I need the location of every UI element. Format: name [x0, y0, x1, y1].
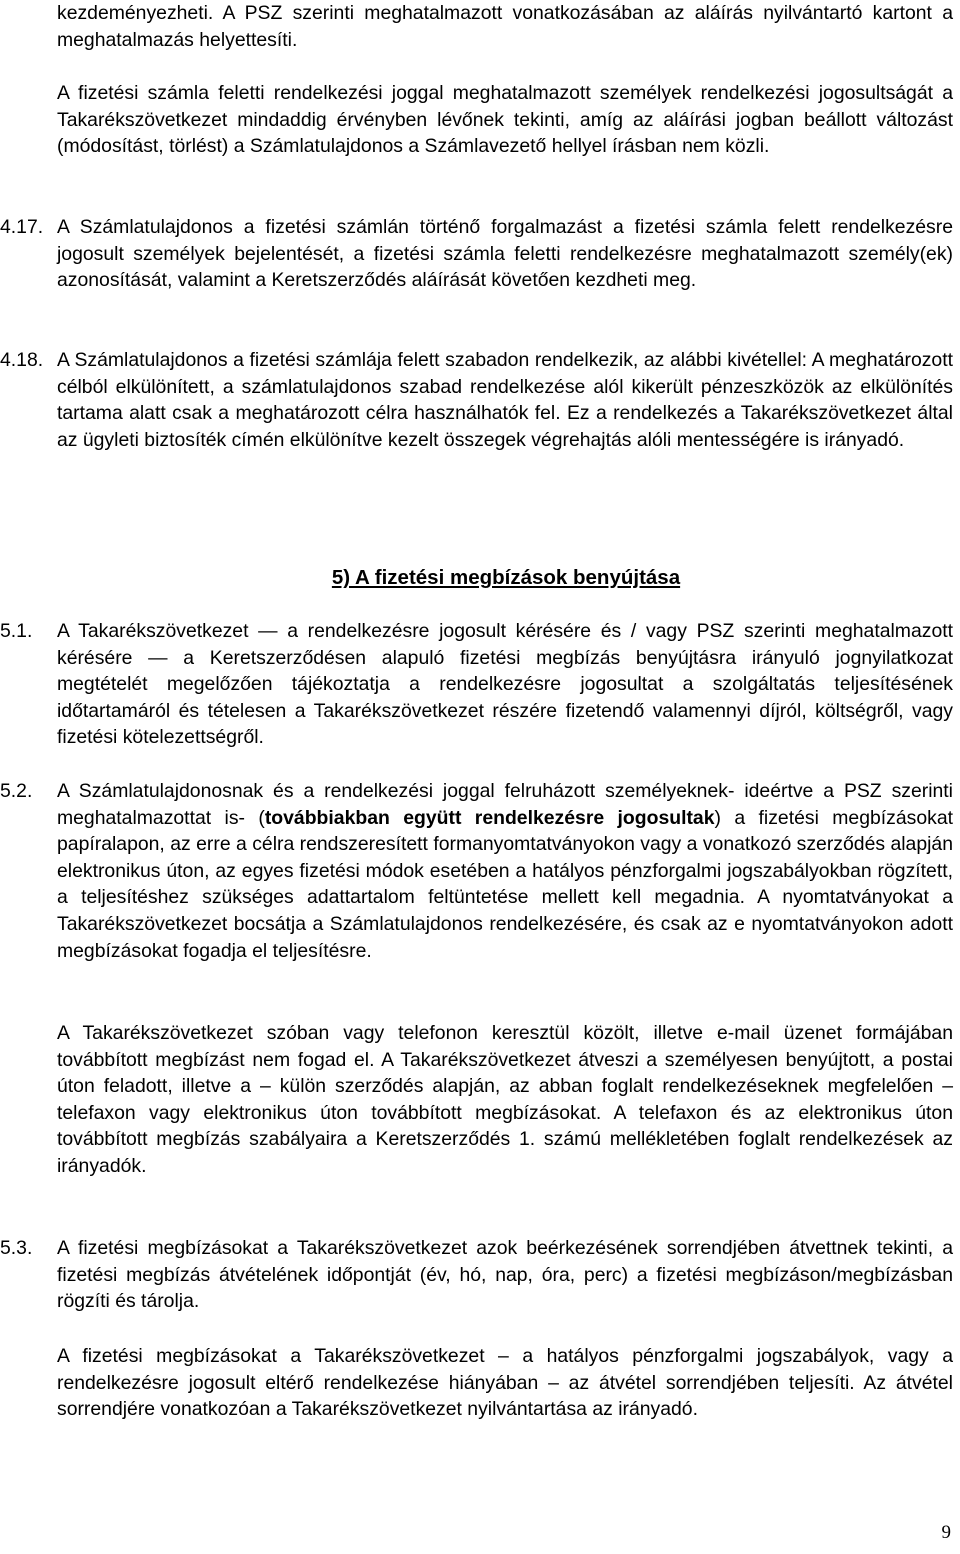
section-5-1 [0, 618, 953, 751]
section-number: 5.2. [0, 780, 33, 802]
page-number: 9 [941, 1522, 951, 1543]
section-text: A Számlatulajdonos a fizetési számlán történő forgalmazást a fizetési számla felett rendelkezésre jogosult személyek bejelentését, a fizetési számla feletti rendelkezésre meghatalmazott személy(ek) azonosítását, valamint a Keretszerződés aláírását követően kezdheti meg. [57, 216, 953, 292]
section-text-b: ) a fizetési megbízásokat papíralapon, az erre a célra rendszeresített formanyomtatványokon vagy a vonatkozó szerződés alapján elektronikus úton, az egyes fizetési módok esetében a hatályos pénzforgalmi jogszabályokban rögzített, a teljesítéshez szükséges adattartalom feltüntetése mellett kell megadnia. A nyomtatványokat a Takarékszövetkezet bocsátja a Számlatulajdonos rendelkezésére, és csak az e nyomtatványokon adott megbízásokat fogadja el teljesítésre. [57, 806, 953, 962]
paragraph-order: A fizetési megbízásokat a Takarékszövetkezet – a hatályos pénzforgalmi jogszabályok, vagy a rendelkezésre jogosult eltérő rendelkezése hiányában – az átvétel sorrendjében teljesíti. Az átvétel sorrendjére vonatkozóan a Takarékszövetkezet nyilvántartása az irányadó. [57, 1345, 953, 1421]
paragraph-channels: A Takarékszövetkezet szóban vagy telefonon keresztül közölt, illetve e-mail üzenet formájában továbbított megbízást nem fogad el. A Takarékszövetkezet átveszi a személyesen benyújtott, a postai úton feladott, illetve a – külön szerződés alapján, az abban foglalt rendelkezéseknek megfelelően – telefaxon vagy elektronikus úton továbbított megbízásokat. A telefaxon és az elektronikus úton továbbított megbízás szabályaira a Keretszerződés 1. számú mellékletében foglalt rendelkezések az irányadók. [57, 1022, 953, 1177]
section-text: A Takarékszövetkezet — a rendelkezésre jogosult kérésére és / vagy PSZ szerinti meghatalmazott kérésére — a Keretszerződésen alapuló fizetési megbízás benyújtásra irányuló jognyilatkozat megtételét megelőzően tájékoztatja a rendelkezésre jogosultat a szolgáltatás teljesítésének időtartamáról és tételesen a Takarékszövetkezet részére fizetendő valamennyi díjról, költségről, vagy fizetési kötelezettségről. [57, 620, 953, 749]
section-text: A fizetési megbízásokat a Takarékszövetkezet azok beérkezésének sorrendjében átvettnek tekinti, a fizetési megbízás átvételének időpontját (év, hó, nap, óra, perc) a fizetési megbízáson/megbízásban rögzíti és tárolja. [57, 1237, 953, 1313]
section-number: 4.17. [0, 216, 44, 238]
section-text-bold: továbbiakban együtt rendelkezésre jogosultak [264, 806, 715, 829]
section-number: 4.18. [0, 349, 44, 371]
paragraph-authorization: A fizetési számla feletti rendelkezési joggal meghatalmazott személyek rendelkezési jogosultságát a Takarékszövetkezet mindaddig érvényben lévőnek tekinti, amíg az aláírási jogban beállott változást (módosítást, törlést) a Számlatulajdonos a Számlavezető hellyel írásban nem közli. [57, 82, 953, 158]
section-4-18 [0, 347, 953, 453]
section-text: A Számlatulajdonos a fizetési számlája felett szabadon rendelkezik, az alábbi kivétellel: A meghatározott célból elkülönített, a számlatulajdonos szabad rendelkezése alól kikerült pénzeszközök az elkülönítés tartama alatt csak a meghatározott célra használhatók fel. Ez a rendelkezés a Takarékszövetkezet által az ügyleti biztosíték címén elkülönítve kezelt összegek végrehajtás alóli mentességére is irányadó. [57, 349, 953, 451]
section-number: 5.1. [0, 620, 33, 642]
heading-text: 5) A fizetési megbízások benyújtása [331, 566, 681, 589]
section-5-3 [0, 1235, 953, 1315]
section-number: 5.3. [0, 1237, 33, 1259]
section-5-2 [0, 778, 953, 964]
paragraph-top: kezdeményezheti. A PSZ szerinti meghatalmazott vonatkozásában az aláírás nyilvántartó kartont a meghatalmazás helyettesíti. [57, 2, 953, 51]
section-4-17 [0, 214, 953, 294]
section-heading [0, 564, 960, 592]
section-text-a: A Számlatulajdonosnak és a rendelkezési joggal felruházott személyeknek- ideértve a PSZ szerinti meghatalmazottat is- ( [57, 780, 953, 829]
